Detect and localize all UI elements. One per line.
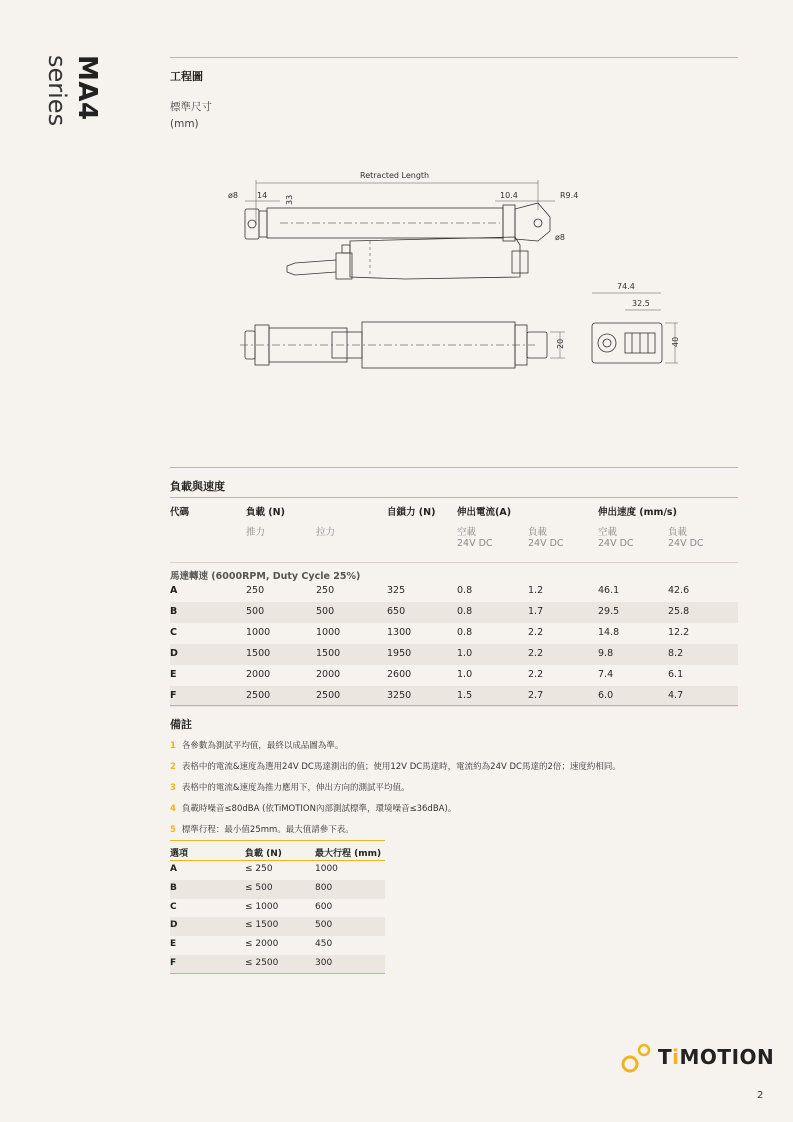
- load-cell: 6.0: [598, 690, 614, 701]
- side-title: [43, 55, 110, 145]
- hdr-selflock: 自鎖力 (N): [387, 507, 436, 518]
- notes-title: 備註: [170, 718, 192, 731]
- brand-name-pre: T: [658, 1045, 673, 1069]
- stroke-cell: ≤ 500: [245, 882, 273, 893]
- stroke-cell: A: [170, 864, 177, 874]
- stroke-cell: D: [170, 920, 178, 931]
- sub-voltage-2: 24V DC: [528, 538, 564, 549]
- stroke-divider: [170, 840, 385, 841]
- sub-push: 推力: [246, 527, 266, 538]
- load-cell: 500: [316, 606, 335, 617]
- stroke-cell: 800: [315, 882, 333, 893]
- sub-voltage-4: 24V DC: [668, 538, 704, 549]
- load-cell: 0.8: [457, 585, 473, 596]
- load-cell: 14.8: [598, 627, 620, 638]
- page-number: 2: [757, 1090, 764, 1101]
- stroke-bottom-divider: [170, 973, 385, 974]
- label-d74-4: 74.4: [617, 282, 635, 291]
- note-text: 各參數為測試平均值，最終以成品圖為準。: [181, 741, 344, 751]
- hdr-load: 負載 (N): [246, 507, 285, 518]
- load-cell: 2000: [316, 669, 341, 680]
- sub-full-1: 負載: [528, 527, 548, 538]
- motor-spec: 馬達轉速 (6000RPM, Duty Cycle 25%): [170, 571, 361, 582]
- label-retracted: Retracted Length: [360, 171, 430, 180]
- load-cell: 2.2: [528, 648, 544, 659]
- load-cell: 1.2: [528, 585, 544, 596]
- note-item: [170, 739, 343, 751]
- brand-name: [658, 1045, 774, 1069]
- load-cell: 250: [316, 585, 335, 596]
- load-cell: F: [170, 690, 177, 701]
- load-table-row: [170, 581, 738, 602]
- note-text: 表格中的電流&速度為推力應用下，伸出方向的測試平均值。: [181, 783, 410, 793]
- note-text: 表格中的電流&速度為選用24V DC馬達測出的值；使用12V DC馬達時，電流約為24V DC馬達的2倍；速度約相同。: [181, 762, 621, 772]
- load-cell: 2.7: [528, 690, 544, 701]
- note-item: [170, 781, 410, 793]
- load-table-header: [170, 500, 738, 521]
- stroke-cell: ≤ 1000: [245, 901, 279, 912]
- load-cell: 650: [387, 606, 406, 617]
- load-cell: 1300: [387, 627, 412, 638]
- load-cell: 46.1: [598, 585, 620, 596]
- note-number: 4: [170, 804, 176, 814]
- stroke-table-row: [170, 899, 385, 918]
- stroke-cell: ≤ 250: [245, 864, 273, 874]
- top-view: [228, 171, 578, 279]
- load-title: 負載與速度: [170, 480, 225, 493]
- load-cell: 6.1: [668, 669, 684, 680]
- label-d20: 20: [556, 338, 565, 349]
- sub-pull: 拉力: [316, 527, 336, 538]
- note-item: [170, 802, 456, 814]
- hdr-current: 伸出電流(A): [457, 507, 512, 518]
- load-cell: 500: [246, 606, 265, 617]
- load-cell: 29.5: [598, 606, 620, 617]
- series-model: MA4: [72, 55, 102, 121]
- stroke-table-row: [170, 936, 385, 955]
- load-cell: 0.8: [457, 627, 473, 638]
- load-cell: 1500: [316, 648, 341, 659]
- drawing-subtitle: 標準尺寸: [170, 101, 212, 113]
- load-cell: 1.5: [457, 690, 473, 701]
- load-table-voltage: [170, 534, 738, 555]
- note-text: 負載時噪音≤80dBA (依TiMOTION內部測試標準，環境噪音≤36dBA)。: [181, 804, 457, 814]
- load-cell: 2500: [316, 690, 341, 701]
- load-cell: 3250: [387, 690, 412, 701]
- stroke-cell: ≤ 1500: [245, 920, 279, 931]
- load-cell: 1.0: [457, 648, 473, 659]
- load-cell: C: [170, 627, 177, 638]
- timotion-logo-icon: [620, 1040, 654, 1076]
- load-header-divider: [170, 497, 738, 498]
- label-d14: 14: [257, 191, 268, 200]
- label-d8a: ø8: [228, 191, 238, 200]
- stroke-cell: 450: [315, 939, 333, 950]
- stroke-hdr-max: 最大行程 (mm): [315, 849, 382, 859]
- load-cell: 1950: [387, 648, 412, 659]
- note-number: 5: [170, 825, 176, 835]
- brand-name-post: MOTION: [679, 1045, 775, 1069]
- load-cell: 2500: [246, 690, 271, 701]
- load-cell: 1500: [246, 648, 271, 659]
- note-item: [170, 760, 621, 772]
- sub-voltage-1: 24V DC: [457, 538, 493, 549]
- load-cell: 2600: [387, 669, 412, 680]
- load-cell: E: [170, 669, 177, 680]
- brand-name-i: i: [672, 1045, 680, 1069]
- load-table-row: [170, 602, 738, 623]
- label-d8b: ø8: [555, 233, 565, 242]
- end-view: [592, 282, 680, 363]
- label-d32-5: 32.5: [632, 299, 650, 308]
- note-number: 1: [170, 741, 176, 751]
- load-cell: 2000: [246, 669, 271, 680]
- load-cell: D: [170, 648, 178, 659]
- load-divider: [170, 467, 738, 468]
- hdr-speed: 伸出速度 (mm/s): [598, 507, 677, 518]
- sub-voltage-3: 24V DC: [598, 538, 634, 549]
- label-r9-4: R9.4: [560, 191, 579, 200]
- note-number: 2: [170, 762, 176, 772]
- load-cell: 12.2: [668, 627, 690, 638]
- drawing-unit: (mm): [170, 118, 199, 130]
- note-number: 3: [170, 783, 176, 793]
- stroke-table-row: [170, 861, 385, 880]
- load-cell: 9.8: [598, 648, 614, 659]
- sub-noload-1: 空載: [457, 527, 477, 538]
- drawing-title: 工程圖: [170, 70, 203, 83]
- load-table-row: [170, 644, 738, 665]
- stroke-hdr-load: 負載 (N): [245, 849, 282, 859]
- label-d33: 33: [285, 194, 294, 205]
- stroke-cell: 1000: [315, 864, 338, 874]
- load-cell: 325: [387, 585, 406, 596]
- load-cell: 0.8: [457, 606, 473, 617]
- stroke-cell: 500: [315, 920, 333, 931]
- load-cell: 1.7: [528, 606, 544, 617]
- note-item: [170, 823, 354, 835]
- load-cell: 42.6: [668, 585, 690, 596]
- stroke-cell: C: [170, 901, 177, 912]
- load-cell: 1000: [316, 627, 341, 638]
- hdr-code: 代碼: [170, 507, 190, 518]
- stroke-table-row: [170, 880, 385, 899]
- stroke-cell: F: [170, 958, 177, 968]
- stroke-cell: 600: [315, 901, 333, 912]
- stroke-cell: B: [170, 882, 177, 893]
- load-cell: 4.7: [668, 690, 684, 701]
- top-divider: [170, 57, 738, 58]
- stroke-cell: ≤ 2500: [245, 958, 279, 968]
- sub-noload-2: 空載: [598, 527, 618, 538]
- load-cell: 2.2: [528, 627, 544, 638]
- stroke-table-row: [170, 955, 385, 974]
- load-bottom-divider: [170, 705, 738, 706]
- side-view: [240, 322, 565, 368]
- load-cell: 2.2: [528, 669, 544, 680]
- label-d10-4: 10.4: [500, 191, 518, 200]
- load-cell: B: [170, 606, 178, 617]
- label-d40: 40: [671, 336, 680, 347]
- stroke-cell: ≤ 2000: [245, 939, 279, 950]
- load-table-row: [170, 665, 738, 686]
- load-cell: 25.8: [668, 606, 690, 617]
- load-table-row: [170, 623, 738, 644]
- load-cell: 250: [246, 585, 265, 596]
- load-cell: 8.2: [668, 648, 684, 659]
- stroke-cell: E: [170, 939, 177, 950]
- stroke-hdr-option: 選項: [170, 849, 189, 859]
- load-cell: 1000: [246, 627, 271, 638]
- engineering-drawing: [220, 165, 690, 385]
- load-cell: A: [170, 585, 178, 596]
- sub-full-2: 負載: [668, 527, 688, 538]
- load-cell: 7.4: [598, 669, 614, 680]
- stroke-table-row: [170, 917, 385, 936]
- load-table-row: [170, 686, 738, 707]
- stroke-cell: 300: [315, 958, 333, 968]
- load-cell: 1.0: [457, 669, 473, 680]
- series-label: series: [43, 55, 71, 127]
- note-text: 標準行程：最小值25mm。最大值請參下表。: [181, 825, 354, 835]
